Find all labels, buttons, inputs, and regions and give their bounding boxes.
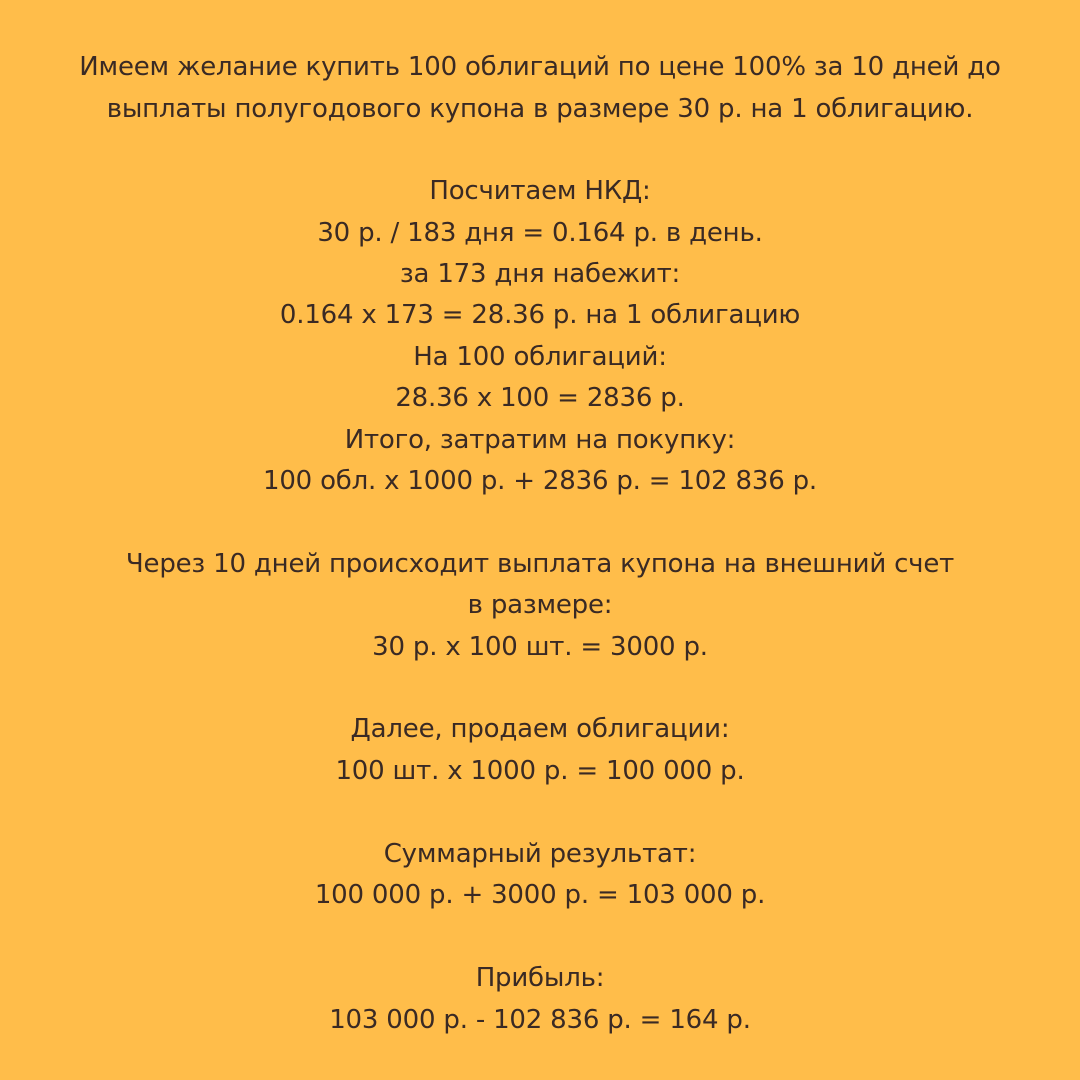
nkd-accrual-label: за 173 дня набежит: [399,259,681,289]
nkd-accrual-calc: 0.164 х 173 = 28.36 р. на 1 облигацию [279,300,801,330]
nkd-spend-calc: 100 обл. х 1000 р. + 2836 р. = 102 836 р. [262,466,817,496]
intro-line-1: Имеем желание купить 100 облигаций по цене 100% за 10 дней до [79,52,1001,82]
nkd-heading: Посчитаем НКД: [429,176,651,206]
coupon-line-1: Через 10 дней происходит выплата купона на внешний счет [125,549,955,579]
intro-line-2: выплаты полугодового купона в размере 30 р. на 1 облигацию. [106,94,974,124]
sale-heading: Далее, продаем облигации: [350,714,730,744]
summary-heading: Суммарный результат: [383,839,697,869]
profit-heading: Прибыль: [475,963,605,993]
coupon-calc: 30 р. х 100 шт. = 3000 р. [372,632,708,662]
nkd-per-day: 30 р. / 183 дня = 0.164 р. в день. [317,218,763,248]
nkd-spend-label: Итого, затратим на покупку: [344,425,736,455]
sale-calc: 100 шт. х 1000 р. = 100 000 р. [335,756,745,786]
nkd-total-calc: 28.36 х 100 = 2836 р. [395,383,685,413]
summary-calc: 100 000 р. + 3000 р. = 103 000 р. [314,880,766,910]
profit-calc: 103 000 р. - 102 836 р. = 164 р. [329,1005,751,1035]
nkd-total-label: На 100 облигаций: [413,342,667,372]
coupon-line-2: в размере: [467,590,613,620]
